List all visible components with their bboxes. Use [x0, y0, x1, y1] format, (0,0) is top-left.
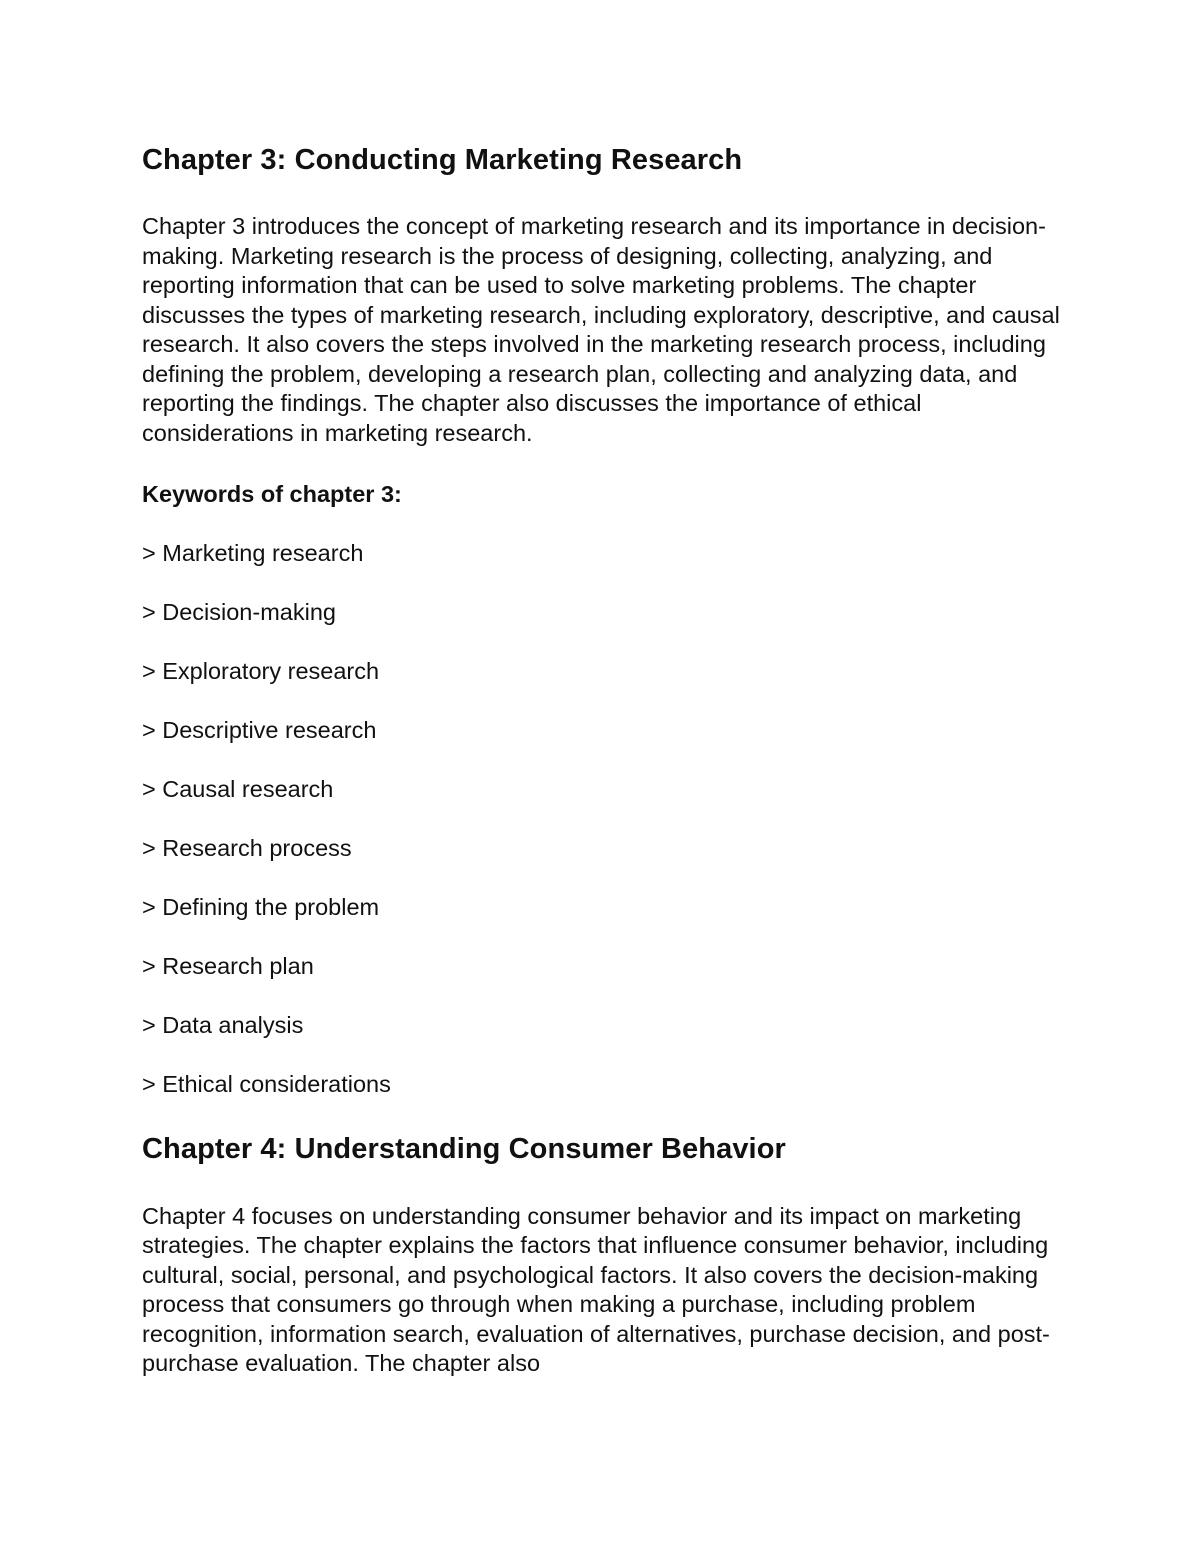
chapter-4-intro-paragraph: Chapter 4 focuses on understanding consumer behavior and its impact on marketing strategies. The chapter explains the factors that influence consumer behavior, including cultural, social, personal, and psychological factors. It also covers the decision-making process that consumers go through when making a purchase, including problem recognition, information search, evaluation of alternatives, purchase decision, and post-purchase evaluation. The chapter also	[142, 1202, 1050, 1376]
chapter-3-keywords-heading: Keywords of chapter 3:	[142, 481, 402, 507]
keyword-item: > Descriptive research	[142, 717, 377, 743]
keyword-item: > Research plan	[142, 953, 314, 979]
keyword-item: > Ethical considerations	[142, 1071, 391, 1097]
chapter-4-title: Chapter 4: Understanding Consumer Behavior	[142, 1132, 786, 1165]
chapter-3-title: Chapter 3: Conducting Marketing Research	[142, 144, 743, 176]
document-page	[142, 140, 1072, 1379]
keyword-item: > Defining the problem	[142, 894, 380, 920]
keyword-item: > Causal research	[142, 776, 334, 802]
keyword-item: > Exploratory research	[142, 658, 380, 684]
chapter-3-keywords-list	[142, 539, 1072, 1100]
keyword-item: > Decision-making	[142, 599, 336, 625]
keyword-item: > Research process	[142, 835, 352, 861]
chapter-3-intro-paragraph: Chapter 3 introduces the concept of marketing research and its importance in decision-making. Marketing research is the process of designing, collecting, analyzing, and reporting information that can be used to solve marketing problems. The chapter discusses the types of marketing research, including exploratory, descriptive, and causal research. It also covers the steps involved in the marketing research process, including defining the problem, developing a research plan, collecting and analyzing data, and reporting the findings. The chapter also discusses the importance of ethical considerations in marketing research.	[142, 213, 1060, 446]
keyword-item: > Data analysis	[142, 1012, 304, 1038]
keyword-item: > Marketing research	[142, 540, 364, 566]
